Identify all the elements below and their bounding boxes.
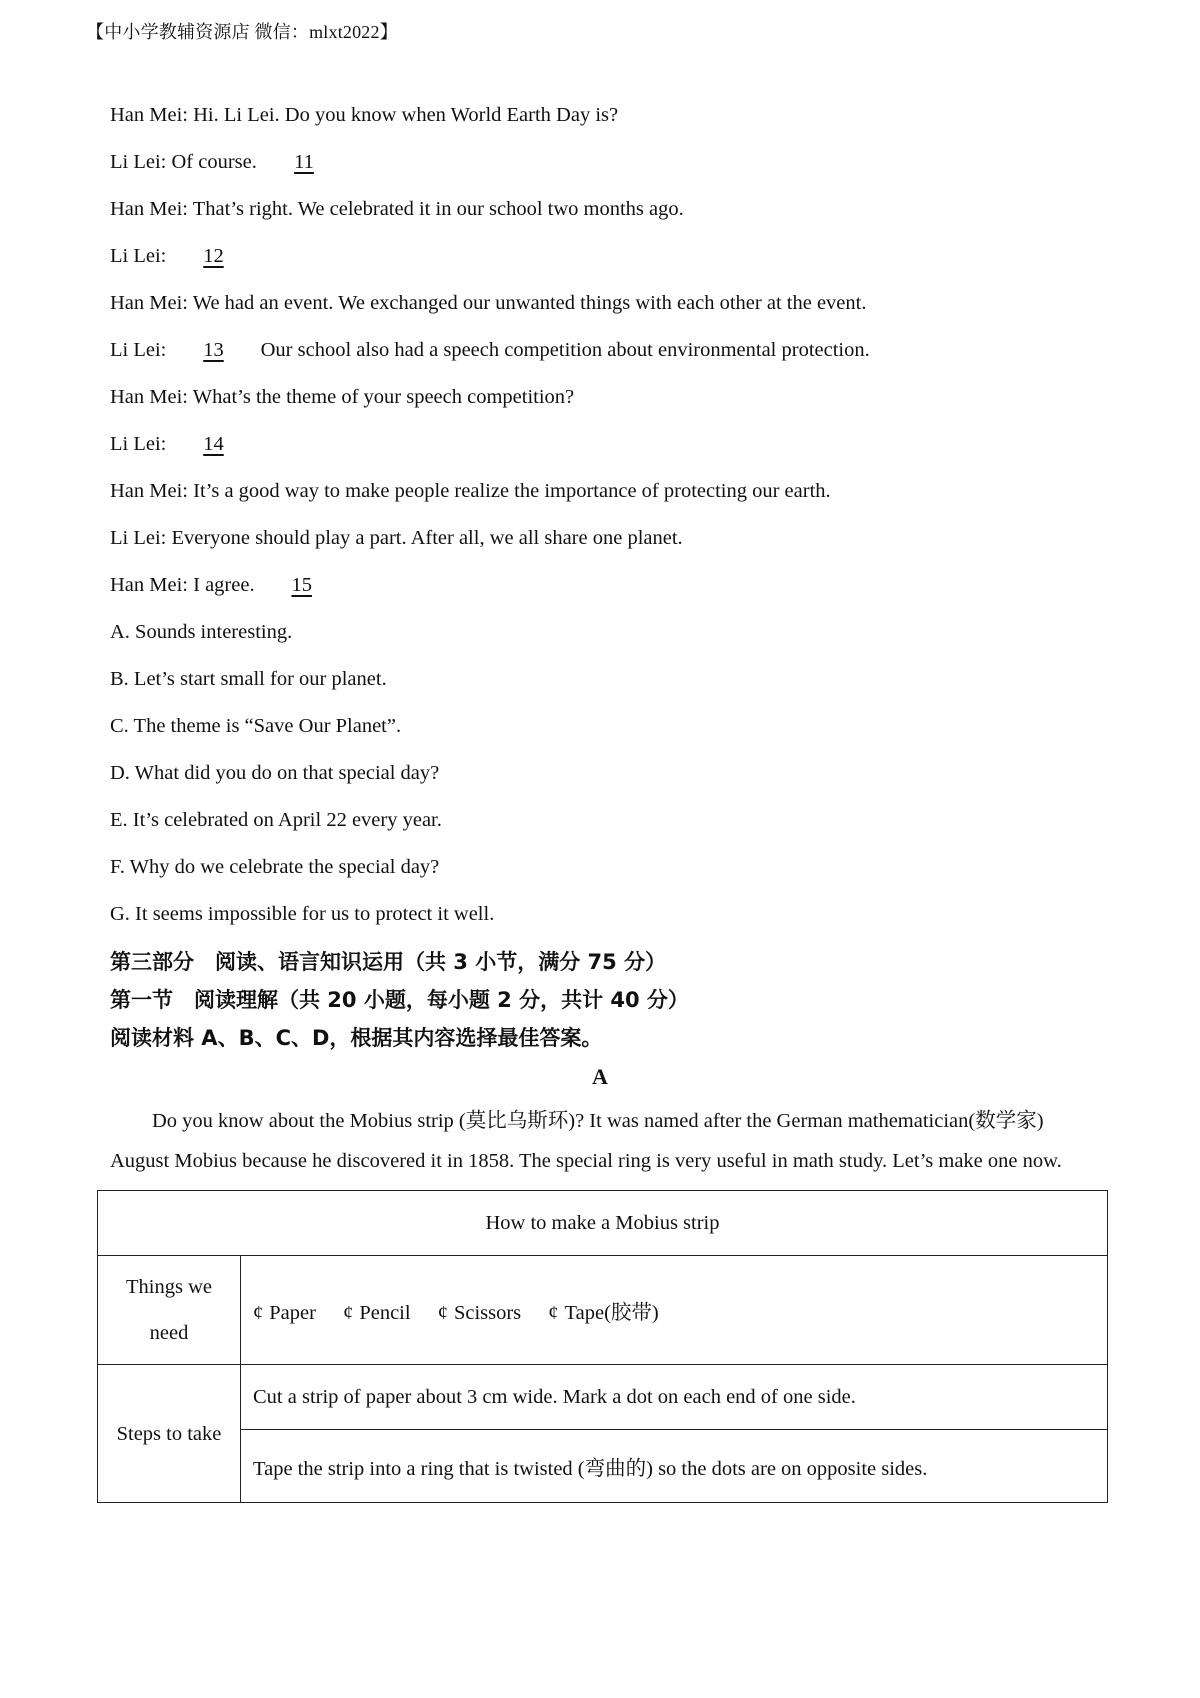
answer-blank: 13 <box>203 339 224 361</box>
need-item: ¢ Paper <box>253 1302 316 1324</box>
dialogue-text: Li Lei: <box>110 433 172 455</box>
answer-blank: 15 <box>291 574 312 596</box>
need-item: ¢ Scissors <box>437 1302 522 1324</box>
table-label-things-we-need <box>98 1256 241 1365</box>
dialogue-line <box>110 292 866 315</box>
dialogue-text: Li Lei: <box>110 339 172 361</box>
dialogue-text: Han Mei: What’s the theme of your speech competition? <box>110 386 575 408</box>
bullet-icon: ¢ <box>343 1302 354 1324</box>
option-g: G. It seems impossible for us to protect it well. <box>110 903 495 925</box>
section-title-section1: 第一节 阅读理解（共 20 小题，每小题 2 分，共计 40 分） <box>110 988 689 1012</box>
dialogue-line <box>110 433 255 456</box>
dialogue-line <box>110 480 831 503</box>
dialogue-line <box>110 245 255 268</box>
page-header: 【中小学教辅资源店 微信：mlxt2022】 <box>86 22 398 42</box>
table-label-steps: Steps to take <box>98 1365 241 1503</box>
passage-heading: A <box>592 1064 608 1089</box>
bullet-icon: ¢ <box>253 1302 264 1324</box>
dialogue-text: Li Lei: <box>110 245 172 267</box>
bullet-icon: ¢ <box>548 1302 559 1324</box>
answer-blank: 14 <box>203 433 224 455</box>
table-step-1: Cut a strip of paper about 3 cm wide. Mark a dot on each end of one side. <box>241 1365 1108 1430</box>
label-text: need <box>149 1322 189 1344</box>
option-f: F. Why do we celebrate the special day? <box>110 856 440 878</box>
label-text: Things we <box>126 1276 212 1298</box>
table-needs-cell <box>241 1256 1108 1365</box>
dialogue-text: Han Mei: I agree. <box>110 574 260 596</box>
table-step-2: Tape the strip into a ring that is twisted (弯曲的) so the dots are on opposite sides. <box>241 1430 1108 1503</box>
table-title: How to make a Mobius strip <box>98 1191 1108 1256</box>
dialogue-text: Han Mei: Hi. Li Lei. Do you know when World Earth Day is? <box>110 104 619 126</box>
dialogue-text: Han Mei: That’s right. We celebrated it in our school two months ago. <box>110 198 684 220</box>
dialogue-line <box>110 151 346 174</box>
option-c: C. The theme is “Save Our Planet”. <box>110 715 402 737</box>
dialogue-line <box>110 104 618 127</box>
option-a: A. Sounds interesting. <box>110 621 293 643</box>
dialogue-line <box>110 339 870 362</box>
dialogue-line <box>110 574 344 597</box>
passage-line-1: Do you know about the Mobius strip (莫比乌斯环)? It was named after the German mathematician(数学家) <box>152 1110 1044 1132</box>
dialogue-text: Li Lei: Of course. <box>110 151 262 173</box>
dialogue-line <box>110 527 683 550</box>
dialogue-line <box>110 198 684 221</box>
bullet-icon: ¢ <box>437 1302 448 1324</box>
option-d: D. What did you do on that special day? <box>110 762 440 784</box>
need-item: ¢ Pencil <box>343 1302 411 1324</box>
option-e: E. It’s celebrated on April 22 every year. <box>110 809 442 831</box>
answer-blank: 11 <box>294 151 314 173</box>
option-b: B. Let’s start small for our planet. <box>110 668 387 690</box>
answer-blank: 12 <box>203 245 224 267</box>
need-item: ¢ Tape(胶带) <box>548 1302 659 1324</box>
section-instruction: 阅读材料 A、B、C、D，根据其内容选择最佳答案。 <box>110 1026 603 1050</box>
dialogue-line <box>110 386 574 409</box>
section-title-part3: 第三部分 阅读、语言知识运用（共 3 小节，满分 75 分） <box>110 950 667 974</box>
dialogue-text: Li Lei: Everyone should play a part. After all, we all share one planet. <box>110 527 683 549</box>
instructions-table <box>97 1190 1108 1503</box>
dialogue-text: Our school also had a speech competition about environmental protection. <box>255 339 870 361</box>
dialogue-text: Han Mei: It’s a good way to make people realize the importance of protecting our earth. <box>110 480 831 502</box>
passage-line-2: August Mobius because he discovered it in 1858. The special ring is very useful in math study. Let’s make one now. <box>110 1150 1062 1172</box>
dialogue-text: Han Mei: We had an event. We exchanged our unwanted things with each other at the event. <box>110 292 867 314</box>
